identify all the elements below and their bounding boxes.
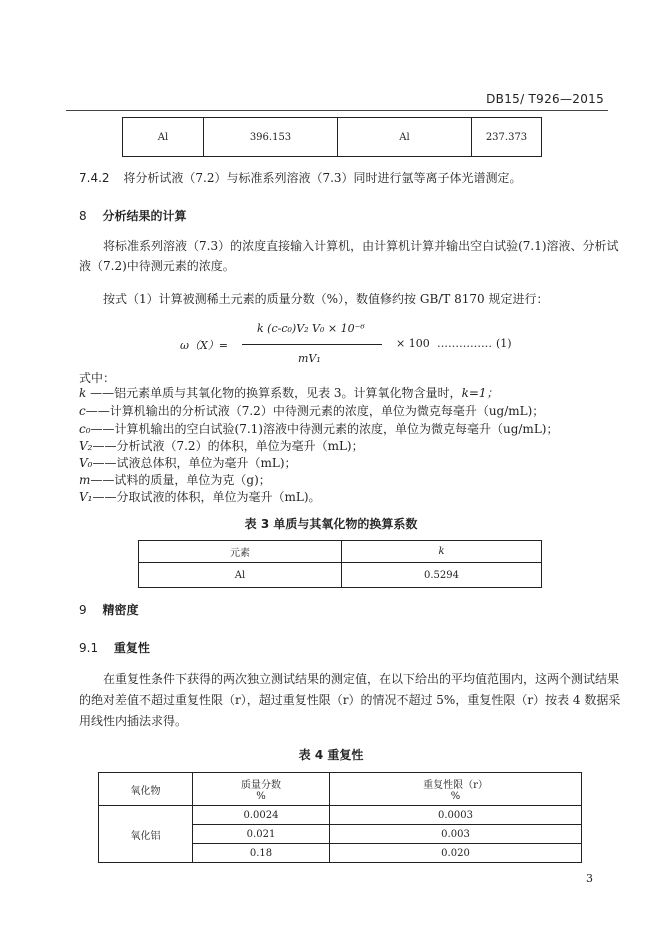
paragraph-line: 在重复性条件下获得的两次独立测试结果的测定值，在以下给出的平均值范围内，这两个测试结果 [103, 672, 620, 686]
formula-leader-dots: …………… [437, 337, 492, 350]
table-row [99, 806, 582, 825]
table-cell: 237.373 [472, 118, 542, 157]
table-cell: 396.153 [204, 118, 338, 157]
table-cell: 0.003 [330, 825, 582, 844]
table-cell: 0.021 [193, 825, 330, 844]
symbol: c₀ [79, 422, 91, 436]
table-header-cell: 氧化物 [99, 773, 193, 806]
paragraph-line: 按式（1）计算被测稀土元素的质量分数（%），数值修约按 GB/T 8170 规定进行： [103, 292, 549, 306]
definition: ——分取试液的体积，单位为毫升（mL)。 [92, 490, 321, 504]
table-cell: 0.0024 [193, 806, 330, 825]
table3-caption: 表 3 单质与其氧化物的换算系数 [244, 517, 418, 531]
paragraph-line: 将标准系列溶液（7.3）的浓度直接输入计算机，由计算机计算并输出空白试验(7.1)溶液、分析试 [103, 239, 619, 253]
where-intro: 式中： [79, 371, 116, 385]
top-table [122, 117, 542, 157]
section-title: 精密度 [102, 603, 139, 617]
section-number: 9.1 [79, 641, 99, 655]
table-row [99, 773, 582, 806]
definition: ——试料的质量，单位为克（g)； [90, 473, 271, 487]
formula-denominator: mV₁ [298, 352, 321, 365]
table3 [138, 540, 542, 588]
where-item-c [79, 402, 544, 421]
section-title: 重复性 [113, 641, 150, 655]
table-header-cell [193, 773, 330, 806]
table-cell: 0.0003 [330, 806, 582, 825]
table-cell: 0.5294 [342, 563, 542, 588]
table4 [98, 772, 582, 863]
section-number: 8 [79, 209, 87, 223]
symbol: V₁ [79, 490, 93, 504]
section-7-4-2 [79, 169, 522, 188]
definition: ——铝元素单质与其氧化物的换算系数，见表 3。计算氧化物含量时， [86, 386, 462, 400]
where-item-v1 [79, 488, 321, 507]
table-header-cell: k [342, 541, 542, 563]
header-label: 质量分数 [241, 780, 281, 791]
definition: ——试液总体积，单位为毫升（mL)； [92, 456, 297, 470]
header-rule [66, 110, 608, 111]
page-number: 3 [586, 872, 593, 885]
symbol: m [79, 473, 91, 487]
table-cell: 0.020 [330, 844, 582, 863]
formula-numerator: k (c-c₀)V₂ V₀ × 10⁻⁶ [257, 322, 365, 335]
section-9-heading [79, 601, 138, 618]
table-row [139, 541, 542, 563]
header-unit: % [256, 791, 266, 802]
section-9-1-heading [79, 639, 150, 656]
table4-caption: 表 4 重复性 [298, 748, 364, 762]
formula-equation-number: (1) [496, 337, 512, 350]
table-row [139, 563, 542, 588]
section-8-heading [79, 207, 186, 224]
paragraph-line: 的绝对差值不超过重复性限（r），超过重复性限（r）的情况不超过 5%，重复性限（r）按表 4 数据采 [79, 693, 621, 707]
definition: ——分析试液（7.2）的体积，单位为毫升（mL)； [92, 439, 364, 453]
paragraph-line: 液（7.2)中待测元素的浓度。 [79, 259, 235, 273]
table-header-cell [330, 773, 582, 806]
table-cell: 0.18 [193, 844, 330, 863]
section-text: 将分析试液（7.2）与标准系列溶液（7.3）同时进行氩等离子体光谱测定。 [123, 171, 522, 185]
definition: ——计算机输出的分析试液（7.2）中待测元素的浓度，单位为微克每毫升（ug/mL)； [85, 404, 545, 418]
where-item-k [79, 384, 499, 403]
table-row [123, 118, 542, 157]
fraction-bar [242, 344, 382, 345]
formula-multiplier: × 100 [396, 337, 430, 350]
definition: ——计算机输出的空白试验(7.1)溶液中待测元素的浓度，单位为微克每毫升（ug/mL)； [90, 422, 559, 436]
table-header-cell: 元素 [139, 541, 342, 563]
symbol: V₀ [79, 456, 93, 470]
section-title: 分析结果的计算 [102, 209, 187, 223]
header-label: 重复性限（r） [423, 780, 488, 791]
symbol: V₂ [79, 439, 93, 453]
table-cell-oxide: 氧化铝 [99, 806, 193, 863]
header-unit: % [450, 791, 461, 802]
table-cell: Al [139, 563, 342, 588]
symbol: k [79, 386, 87, 400]
symbol: c [79, 404, 86, 418]
definition-extra: k=1； [461, 386, 499, 400]
table-cell: Al [338, 118, 472, 157]
paragraph-line: 用线性内插法求得。 [79, 714, 188, 728]
document-code: DB15/ T926—2015 [486, 92, 604, 106]
section-number: 7.4.2 [79, 171, 110, 185]
table-cell: Al [123, 118, 204, 157]
formula-lhs: ω（X）= [180, 339, 229, 352]
section-number: 9 [79, 603, 87, 617]
